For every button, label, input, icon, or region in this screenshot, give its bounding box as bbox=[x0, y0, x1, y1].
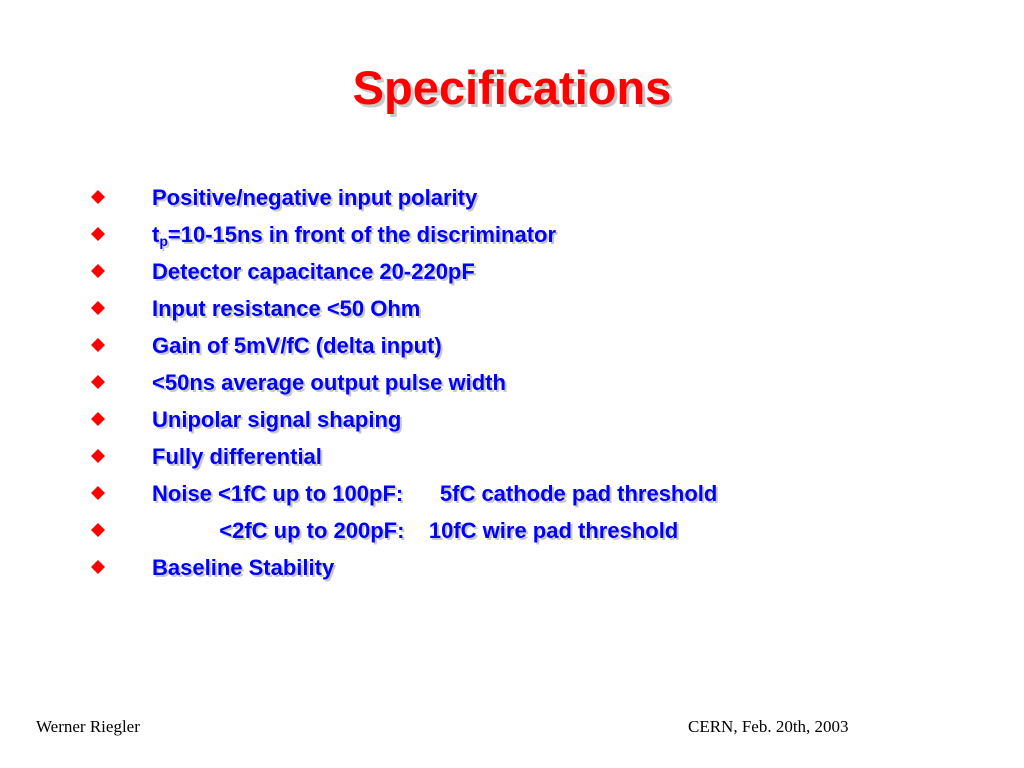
bullet-text-suffix: =10-15ns in front of the discriminator bbox=[167, 222, 557, 247]
diamond-bullet-icon bbox=[91, 412, 105, 426]
footer-venue-date: CERN, Feb. 20th, 2003 bbox=[688, 717, 849, 736]
bullet-text: Fully differential bbox=[152, 444, 322, 469]
diamond-bullet-icon bbox=[91, 449, 105, 463]
footer-author: Werner Riegler bbox=[36, 717, 140, 736]
diamond-bullet-icon bbox=[91, 190, 105, 204]
bullet-text: <50ns average output pulse width bbox=[152, 370, 506, 395]
diamond-bullet-icon bbox=[91, 301, 105, 315]
slide-title: Specifications bbox=[352, 61, 672, 114]
diamond-bullet-icon bbox=[91, 264, 105, 278]
diamond-bullet-icon bbox=[91, 375, 105, 389]
bullet-text: Noise <1fC up to 100pF: 5fC cathode pad threshold bbox=[152, 481, 718, 506]
bullet-text: Positive/negative input polarity bbox=[152, 185, 478, 210]
bullet-text: Detector capacitance 20-220pF bbox=[152, 259, 475, 284]
bullet-text: Gain of 5mV/fC (delta input) bbox=[152, 333, 442, 358]
bullet-text: Unipolar signal shaping bbox=[152, 407, 402, 432]
bullet-text: Input resistance <50 Ohm bbox=[152, 296, 421, 321]
bullet-text-subscript: p bbox=[159, 233, 168, 249]
bullet-text: <2fC up to 200pF: 10fC wire pad threshold bbox=[152, 518, 679, 543]
diamond-bullet-icon bbox=[91, 486, 105, 500]
diamond-bullet-icon bbox=[91, 560, 105, 574]
bullet-text: Baseline Stability bbox=[152, 555, 335, 580]
bullet-text-prefix: t bbox=[152, 222, 160, 247]
diamond-bullet-icon bbox=[91, 227, 105, 241]
bullet-text bbox=[152, 216, 556, 253]
diamond-bullet-icon bbox=[91, 523, 105, 537]
diamond-bullet-icon bbox=[91, 338, 105, 352]
